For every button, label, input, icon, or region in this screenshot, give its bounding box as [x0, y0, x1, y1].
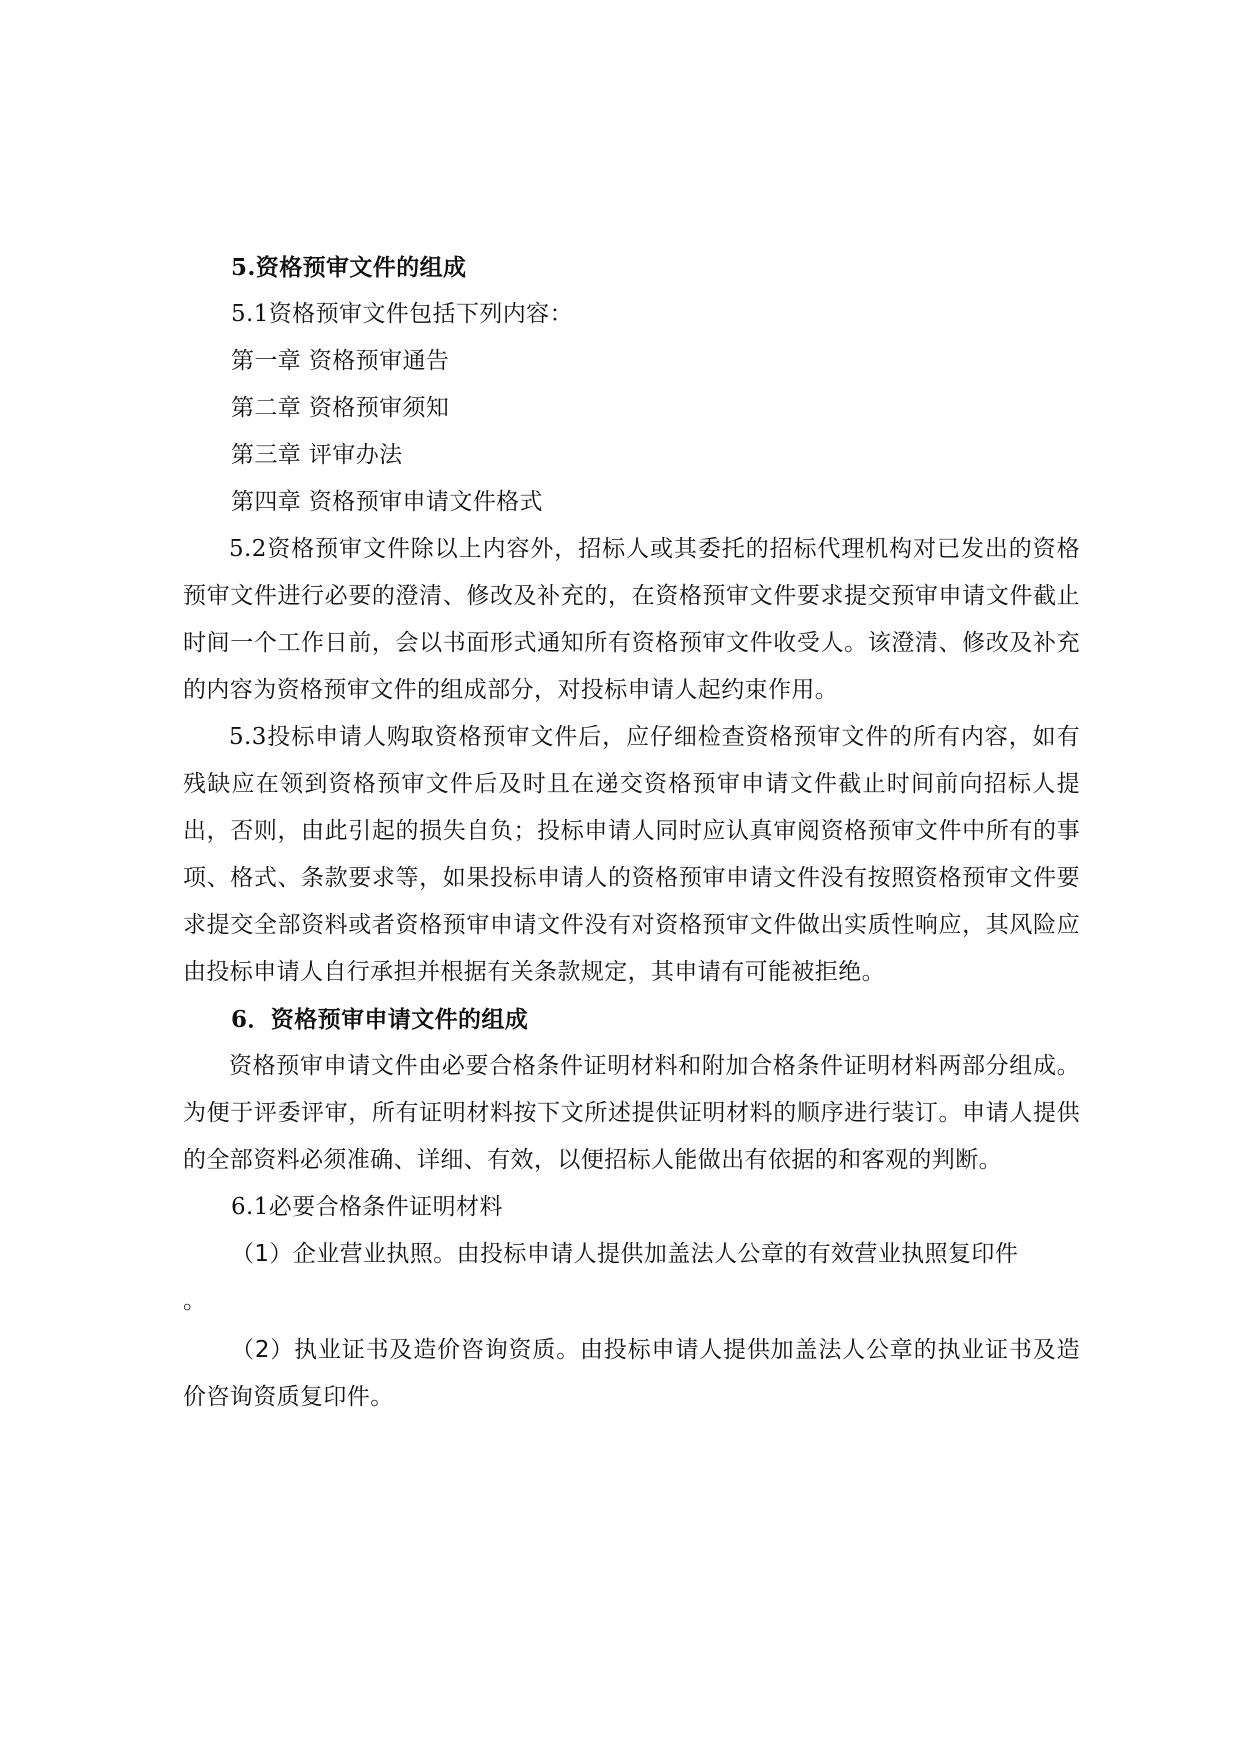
item-2-label: （2）执业证书及造价咨询资质 — [231, 1337, 557, 1363]
section-6-1-heading: 6.1必要合格条件证明材料 — [231, 1194, 503, 1220]
item-1 — [183, 1231, 1080, 1278]
section-6-intro-paragraph: 资格预审申请文件由必要合格条件证明材料和附加合格条件证明材料两部分组成。为便于评委评审，所有证明材料按下文所述提供证明材料的顺序进行装订。申请人提供的全部资料必须准确、详细、有效，以便招标人能做出有依据的和客观的判断。 — [183, 1053, 1080, 1173]
chapter-1: 第一章 资格预审通告 — [231, 348, 450, 374]
section-5-1-intro: 5.1资格预审文件包括下列内容： — [231, 301, 573, 327]
section-5-3-paragraph: 5.3投标申请人购取资格预审文件后，应仔细检查资格预审文件的所有内容，如有残缺应在领到资格预审文件后及时且在递交资格预审申请文件截止时间前向招标人提出，否则，由此引起的损失自负；投标申请人同时应认真审阅资格预审文件中所有的事项、格式、条款要求等，如果投标申请人的资格预审申请文件没有按照资格预审文件要求提交全部资料或者资格预审申请文件没有对资格预审文件做出实质性响应，其风险应由投标申请人自行承担并根据有关条款规定，其申请有可能被拒绝。 — [183, 724, 1080, 985]
document-body — [183, 244, 1080, 1421]
item-1-text: 。由投标申请人提供加盖法人公章的有效营业执照复印件 — [433, 1241, 1019, 1267]
item-1-tail: 。 — [183, 1288, 207, 1314]
section-6-heading: 6．资格预审申请文件的组成 — [231, 1006, 529, 1033]
chapter-2: 第二章 资格预审须知 — [231, 395, 450, 421]
item-1-label: （1）企业营业执照 — [231, 1241, 434, 1267]
chapter-3: 第三章 评审办法 — [231, 442, 403, 468]
chapter-4: 第四章 资格预审申请文件格式 — [231, 489, 543, 515]
section-5-2-paragraph: 5.2资格预审文件除以上内容外，招标人或其委托的招标代理机构对已发出的资格预审文件进行必要的澄清、修改及补充的，在资格预审文件要求提交预审申请文件截止时间一个工作日前，会以书面形式通知所有资格预审文件收受人。该澄清、修改及补充的内容为资格预审文件的组成部分，对投标申请人起约束作用。 — [183, 536, 1080, 703]
section-5-heading: 5.资格预审文件的组成 — [231, 254, 467, 281]
item-2-text: 。由投标申请人提供加盖法人公章的执业证书及造价咨询资质复印件。 — [183, 1337, 1080, 1410]
item-2 — [183, 1327, 1080, 1421]
